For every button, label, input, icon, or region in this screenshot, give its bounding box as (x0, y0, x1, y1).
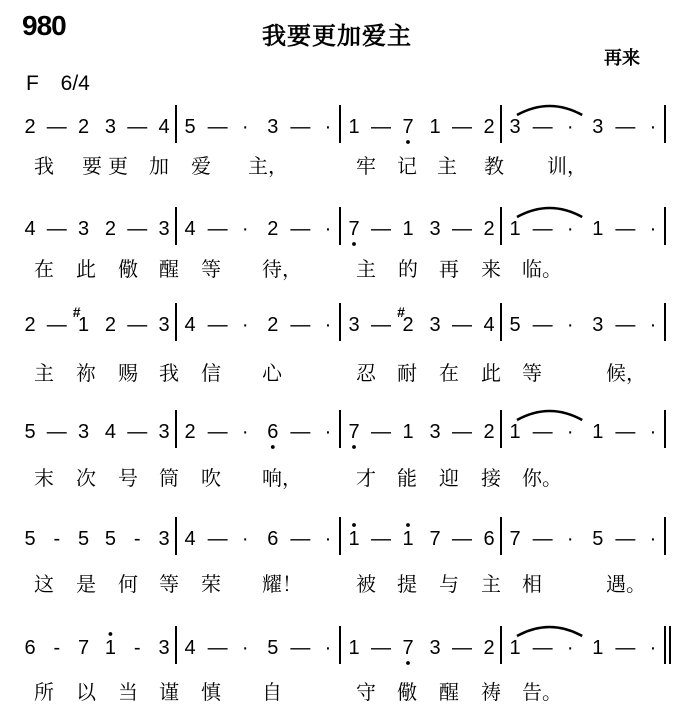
lyric-syllable: 再 (439, 257, 459, 281)
note: — (290, 116, 311, 138)
note: · (241, 637, 249, 659)
octave-dot-above (109, 632, 113, 636)
lyric-syllable: 与 (439, 572, 459, 596)
note: — (290, 218, 311, 240)
note: · (566, 116, 574, 138)
lyric-syllable: 训， (547, 154, 587, 178)
note: 1 (348, 637, 360, 659)
note: — (532, 421, 553, 443)
lyric-syllable: 守 (356, 680, 376, 704)
lyric-syllable: 谨 (159, 680, 179, 704)
note: 4 (158, 116, 170, 138)
note: 2 (184, 421, 196, 443)
note: — (371, 528, 391, 550)
note: 5 (592, 528, 604, 550)
note: 4 (184, 314, 196, 336)
note: 2 (104, 314, 116, 336)
lyric-syllable: 醒 (159, 257, 179, 281)
note: 4 (24, 218, 36, 240)
lyric-syllable: 在 (439, 361, 459, 385)
note: 2 (267, 314, 279, 336)
note: · (649, 421, 657, 443)
lyric-syllable: 的 (398, 257, 418, 281)
note: 3 (78, 218, 90, 240)
note: 3 (158, 528, 170, 550)
note: 3 (158, 421, 170, 443)
lyric-syllable: 荣 (201, 572, 221, 596)
note: — (615, 421, 636, 443)
note: 3 (348, 314, 360, 336)
hymn-title: 我要更加爱主 (262, 22, 412, 50)
note: 7 (509, 528, 521, 550)
lyric-syllable: 吹 (201, 466, 221, 490)
note: 3 (429, 637, 441, 659)
note: — (371, 314, 391, 336)
octave-dot-below (271, 445, 275, 449)
lyric-syllable: 此 (76, 257, 96, 281)
note: · (324, 218, 332, 240)
note: 4 (184, 528, 196, 550)
lyric-syllable: 这 (34, 572, 54, 596)
note: — (46, 314, 67, 336)
note: 5 (104, 528, 116, 550)
octave-dot-below (406, 140, 410, 144)
note: — (207, 637, 228, 659)
note: — (452, 637, 472, 659)
note: — (371, 218, 391, 240)
note: 3 (158, 218, 170, 240)
note: · (241, 314, 249, 336)
note: 3 (509, 116, 521, 138)
tune-name: 再来 (604, 48, 640, 69)
note: — (371, 637, 391, 659)
note: 1 (402, 528, 414, 550)
note: · (241, 528, 249, 550)
note: 2 (78, 116, 90, 138)
note: — (615, 314, 636, 336)
lyric-syllable: 候， (606, 361, 646, 385)
note: — (615, 637, 636, 659)
note: · (241, 421, 249, 443)
note: 1 (348, 528, 360, 550)
note: — (207, 421, 228, 443)
note: 4 (104, 421, 116, 443)
lyric-syllable: 慎 (201, 680, 221, 704)
note: - (133, 528, 141, 550)
lyric-syllable: 所 (34, 680, 54, 704)
note: 3 (592, 314, 604, 336)
note: 5 (24, 528, 36, 550)
note: · (566, 637, 574, 659)
note: · (241, 116, 249, 138)
note: - (133, 637, 141, 659)
note: — (532, 218, 553, 240)
lyric-syllable: 我 (34, 154, 54, 178)
note: · (649, 218, 657, 240)
note: · (566, 528, 574, 550)
lyric-syllable: 在 (34, 257, 54, 281)
note: · (566, 218, 574, 240)
note: - (53, 637, 61, 659)
note: — (452, 421, 472, 443)
note: · (324, 637, 332, 659)
note: 5 (267, 637, 279, 659)
lyric-syllable: 迎 (439, 466, 459, 490)
note: — (371, 116, 391, 138)
sharp-sign: # (397, 304, 405, 320)
lyric-syllable: 接 (481, 466, 501, 490)
lyric-syllable: 次 (76, 466, 96, 490)
note: 1 (104, 637, 116, 659)
note: · (649, 116, 657, 138)
lyric-syllable: 耀！ (262, 572, 302, 596)
note: 3 (78, 421, 90, 443)
lyric-syllable: 耐 (397, 361, 417, 385)
note: — (532, 637, 553, 659)
note: · (649, 528, 657, 550)
lyric-syllable: 此 (481, 361, 501, 385)
note: 3 (158, 314, 170, 336)
note: 7 (402, 637, 414, 659)
note: · (241, 218, 249, 240)
note: — (452, 314, 472, 336)
note: · (324, 421, 332, 443)
note: — (290, 528, 311, 550)
slur-arc (517, 208, 582, 217)
note: 2 (402, 314, 414, 336)
slur-arc (517, 627, 582, 636)
lyric-syllable: 遇。 (606, 572, 646, 596)
lyric-syllable: 主 (437, 154, 457, 178)
lyric-syllable: 响， (262, 466, 302, 490)
lyric-syllable: 儆 (118, 257, 138, 281)
note: 3 (592, 116, 604, 138)
note: 4 (483, 314, 495, 336)
octave-dot-above (406, 523, 410, 527)
note: 2 (24, 314, 36, 336)
lyric-syllable: 相 (522, 572, 542, 596)
lyric-syllable: 醒 (439, 680, 459, 704)
key-signature: F 6/4 (26, 72, 90, 95)
note: 1 (348, 116, 360, 138)
lyric-syllable: 来 (481, 257, 501, 281)
note: — (615, 528, 636, 550)
lyric-syllable: 末 (34, 466, 54, 490)
lyric-syllable: 心 (262, 361, 282, 385)
lyric-syllable: 何 (118, 572, 138, 596)
note: 1 (402, 421, 414, 443)
note: 5 (78, 528, 90, 550)
note: 6 (24, 637, 36, 659)
lyric-syllable: 等 (522, 361, 542, 385)
note: 1 (402, 218, 414, 240)
note: — (290, 637, 311, 659)
note: 7 (402, 116, 414, 138)
note: — (207, 218, 228, 240)
note: — (290, 314, 311, 336)
octave-dot-below (352, 242, 356, 246)
lyric-syllable: 更 (108, 154, 128, 178)
note: — (207, 116, 228, 138)
note: 6 (267, 528, 279, 550)
note: — (532, 314, 553, 336)
note: - (53, 528, 61, 550)
lyric-syllable: 信 (201, 361, 221, 385)
lyric-syllable: 你。 (522, 466, 562, 490)
note: — (46, 421, 67, 443)
lyric-syllable: 才 (356, 466, 376, 490)
sharp-sign: # (72, 304, 81, 320)
lyric-syllable: 教 (484, 154, 504, 178)
lyric-syllable: 主 (481, 572, 501, 596)
note: — (371, 421, 391, 443)
lyric-syllable: 主 (34, 361, 54, 385)
note: 6 (483, 528, 495, 550)
note: — (452, 116, 472, 138)
lyric-syllable: 爱 (191, 154, 211, 178)
note: 2 (483, 218, 495, 240)
note: — (207, 528, 228, 550)
lyric-syllable: 待， (262, 257, 302, 281)
note: 7 (348, 421, 360, 443)
note: 2 (483, 637, 495, 659)
lyric-syllable: 能 (397, 466, 417, 490)
note: 3 (429, 314, 441, 336)
octave-dot-above (352, 523, 356, 527)
note: 3 (104, 116, 116, 138)
lyric-syllable: 儆 (397, 680, 417, 704)
note: 1 (509, 421, 521, 443)
note: 7 (429, 528, 441, 550)
note: — (452, 218, 472, 240)
note: — (127, 116, 148, 138)
lyric-syllable: 要 (82, 154, 102, 178)
note: 5 (184, 116, 196, 138)
lyric-syllable: 祢 (76, 361, 96, 385)
note: — (615, 116, 636, 138)
note: 2 (104, 218, 116, 240)
slur-arc (517, 106, 582, 115)
note: 1 (509, 218, 521, 240)
lyric-syllable: 以 (76, 680, 96, 704)
note: 2 (267, 218, 279, 240)
lyric-syllable: 赐 (118, 361, 138, 385)
note: 1 (592, 637, 604, 659)
note: — (46, 218, 67, 240)
note: — (127, 421, 148, 443)
lyric-syllable: 号 (118, 466, 138, 490)
note: — (127, 314, 148, 336)
note: 1 (509, 637, 521, 659)
lyric-syllable: 加 (149, 154, 169, 178)
note: 2 (24, 116, 36, 138)
lyric-syllable: 等 (159, 572, 179, 596)
note: 1 (592, 421, 604, 443)
note: · (324, 528, 332, 550)
note: · (566, 421, 574, 443)
note: 7 (78, 637, 90, 659)
note: 5 (509, 314, 521, 336)
lyric-syllable: 是 (76, 572, 96, 596)
lyric-syllable: 当 (118, 680, 138, 704)
lyric-syllable: 告。 (522, 680, 562, 704)
note: 1 (78, 314, 90, 336)
slur-arc (517, 411, 582, 420)
lyric-syllable: 记 (397, 154, 417, 178)
note: 3 (429, 421, 441, 443)
lyric-syllable: 筒 (159, 466, 179, 490)
note: · (324, 314, 332, 336)
note: — (207, 314, 228, 336)
note: 1 (592, 218, 604, 240)
lyric-syllable: 主， (248, 154, 288, 178)
lyric-syllable: 我 (159, 361, 179, 385)
note: 4 (184, 637, 196, 659)
note: — (532, 528, 553, 550)
note: 2 (483, 421, 495, 443)
note: — (615, 218, 636, 240)
note: 5 (24, 421, 36, 443)
note: — (532, 116, 553, 138)
note: 1 (429, 116, 441, 138)
hymn-number: 980 (22, 10, 66, 41)
note: · (649, 637, 657, 659)
note: · (566, 314, 574, 336)
note: 7 (348, 218, 360, 240)
lyric-syllable: 被 (356, 572, 376, 596)
note: 3 (429, 218, 441, 240)
lyric-syllable: 牢 (356, 154, 376, 178)
note: 2 (483, 116, 495, 138)
lyric-syllable: 祷 (481, 680, 501, 704)
note: · (324, 116, 332, 138)
octave-dot-below (352, 445, 356, 449)
lyric-syllable: 忍 (356, 361, 376, 385)
lyric-syllable: 临。 (522, 257, 562, 281)
note: 3 (267, 116, 279, 138)
octave-dot-below (406, 661, 410, 665)
note: 6 (267, 421, 279, 443)
note: — (127, 218, 148, 240)
lyric-syllable: 主 (356, 257, 376, 281)
note: · (649, 314, 657, 336)
lyric-syllable: 自 (262, 680, 282, 704)
note: — (452, 528, 472, 550)
lyric-syllable: 提 (397, 572, 417, 596)
lyric-syllable: 等 (201, 257, 221, 281)
note: 4 (184, 218, 196, 240)
note: — (46, 116, 67, 138)
note: — (290, 421, 311, 443)
note: 3 (158, 637, 170, 659)
